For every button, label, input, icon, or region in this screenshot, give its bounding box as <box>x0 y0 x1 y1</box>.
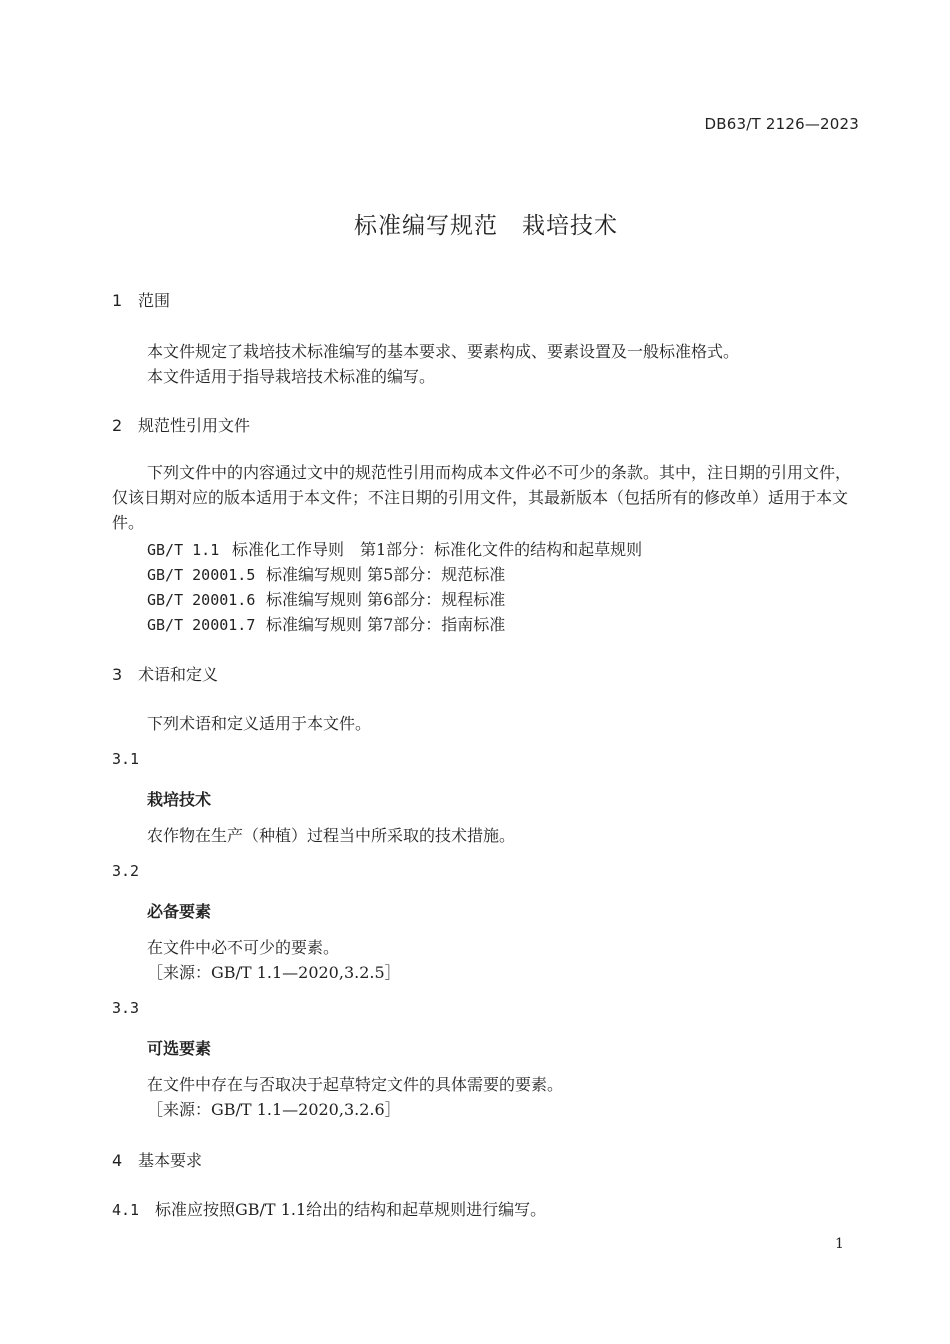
reference-title: 标准编写规则 第7部分：指南标准 <box>266 615 506 634</box>
section-number: 4 <box>112 1151 123 1170</box>
section-number: 3 <box>112 665 123 684</box>
terms-intro: 下列术语和定义适用于本文件。 <box>147 714 372 733</box>
reference-item <box>147 587 505 610</box>
clause-4-1 <box>112 1197 546 1220</box>
section-2-heading <box>112 413 250 436</box>
section-4-heading <box>112 1148 202 1171</box>
term-name: 可选要素 <box>147 1039 212 1058</box>
section-title: 范围 <box>138 291 171 310</box>
reference-title: 标准化工作导则 第1部分：标准化文件的结构和起草规则 <box>232 540 643 559</box>
reference-item <box>147 562 505 585</box>
section-title: 基本要求 <box>138 1151 203 1170</box>
scope-paragraph-1: 本文件规定了栽培技术标准编写的基本要求、要素构成、要素设置及一般标准格式。 <box>147 342 740 361</box>
reference-code: GB/T 1.1 <box>147 541 220 559</box>
term-number: 3.3 <box>112 999 140 1017</box>
normative-references-intro: 下列文件中的内容通过文中的规范性引用而构成本文件必不可少的条款。其中，注日期的引用文件，仅该日期对应的版本适用于本文件；不注日期的引用文件，其最新版本（包括所有的修改单）适用于本文件。 <box>112 463 852 532</box>
reference-title: 标准编写规则 第5部分：规范标准 <box>266 565 506 584</box>
standard-code: DB63/T 2126—2023 <box>704 115 859 133</box>
reference-item <box>147 537 642 560</box>
section-title: 规范性引用文件 <box>138 416 251 435</box>
document-title: 标准编写规范 栽培技术 <box>354 213 618 239</box>
clause-text: 标准应按照GB/T 1.1给出的结构和起草规则进行编写。 <box>155 1200 547 1219</box>
reference-code: GB/T 20001.7 <box>147 616 256 634</box>
term-number: 3.2 <box>112 862 140 880</box>
term-name: 栽培技术 <box>147 790 212 809</box>
reference-code: GB/T 20001.5 <box>147 566 256 584</box>
term-source: ［来源：GB/T 1.1—2020,3.2.6］ <box>147 1100 401 1119</box>
term-name: 必备要素 <box>147 902 212 921</box>
section-number: 1 <box>112 291 123 310</box>
reference-title: 标准编写规则 第6部分：规程标准 <box>266 590 506 609</box>
scope-paragraph-2: 本文件适用于指导栽培技术标准的编写。 <box>147 367 436 386</box>
section-3-heading <box>112 662 218 685</box>
term-source: ［来源：GB/T 1.1—2020,3.2.5］ <box>147 963 401 982</box>
section-number: 2 <box>112 416 123 435</box>
term-number: 3.1 <box>112 750 140 768</box>
term-definition: 在文件中必不可少的要素。 <box>147 938 340 957</box>
section-title: 术语和定义 <box>138 665 219 684</box>
page-number: 1 <box>835 1236 844 1252</box>
clause-number: 4.1 <box>112 1201 140 1219</box>
term-definition: 农作物在生产（种植）过程当中所采取的技术措施。 <box>147 826 516 845</box>
section-1-heading <box>112 288 170 311</box>
reference-code: GB/T 20001.6 <box>147 591 256 609</box>
reference-item <box>147 612 505 635</box>
term-definition: 在文件中存在与否取决于起草特定文件的具体需要的要素。 <box>147 1075 564 1094</box>
